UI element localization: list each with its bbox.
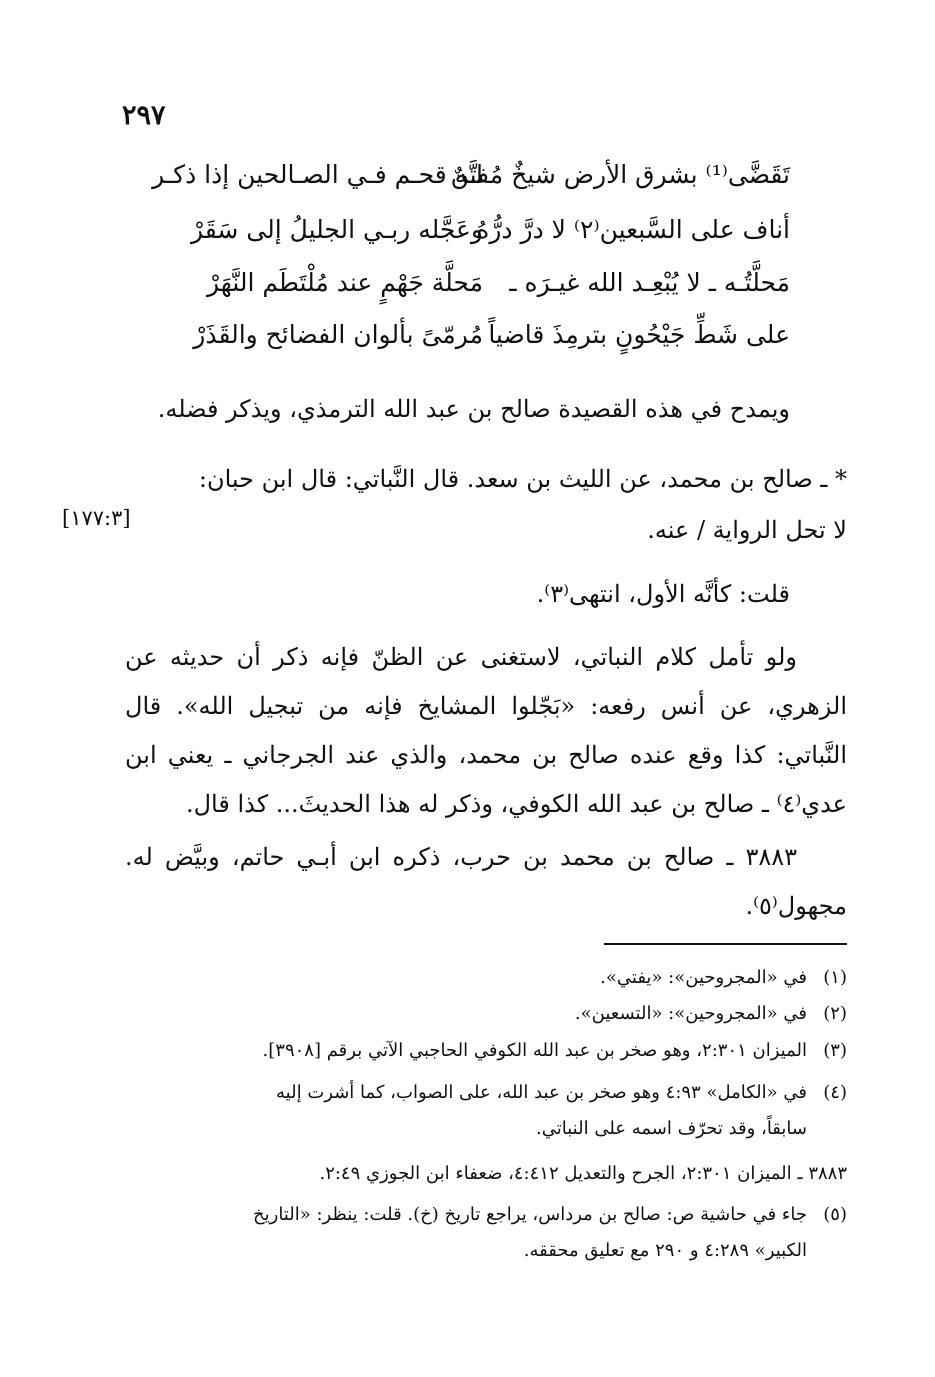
verse-3-left: مَحلَّة جَهْمٍ عند مُلْتَطَم النَّهَرْ: [207, 268, 483, 297]
verse-3-right: مَحلَّتُـه ـ لا يُبْعِـد الله غيـرَه ـ: [509, 268, 790, 297]
footnote-divider: [604, 943, 847, 945]
footnote-text: الميزان ٢:٣٠١، وهو صخر بن عبد الله الكوفي الحاجبي الآتي برقم [٣٩٠٨].: [262, 1040, 807, 1061]
verse-1-right: تَقَضَّى⁽¹⁾ بشرق الأرض شيخٌ مُفتَّنٌ: [450, 160, 790, 189]
footnote-number: (١): [823, 967, 847, 988]
footnote-text: في «الكامل» ٤:٩٣ وهو صخر بن عبد الله، على الصواب، كما أشرت إليه: [276, 1082, 807, 1103]
footnote-3883: [117, 1156, 847, 1192]
footnote-3: [117, 1033, 847, 1069]
footnote-number: (٥): [823, 1204, 847, 1225]
qult-paragraph: قلت: كأنَّه الأول، انتهى⁽٣⁾.: [536, 580, 790, 608]
footnote-continuation: الكبير» ٤:٢٨٩ و ٢٩٠ مع تعليق محققه.: [523, 1240, 807, 1261]
entry-star-line-2: لا تحل الرواية / عنه.: [647, 516, 847, 544]
page-number: ٢٩٧: [122, 100, 166, 131]
praise-paragraph: ويمدح في هذه القصيدة صالح بن عبد الله الترمذي، ويذكر فضله.: [157, 395, 790, 423]
footnote-text: في «المجروحين»: «التسعين».: [574, 1003, 807, 1024]
footnote-1: [117, 960, 847, 996]
footnote-number: (٣): [823, 1040, 847, 1061]
verse-1-left: لـه قحـم فـي الصـالحين إذا ذكـر: [152, 160, 483, 189]
volume-page-reference: [١٧٧:٣]: [62, 506, 131, 530]
footnote-continuation: سابقاً، وقد تحرّف اسمه على النباتي.: [536, 1118, 807, 1139]
footnote-text: في «المجروحين»: «يفتي».: [600, 967, 807, 988]
footnote-text: جاء في حاشية ص: صالح بن مرداس، يراجع تاريخ (خ). قلت: ينظر: «التاريخ: [253, 1204, 807, 1225]
footnote-2: [117, 996, 847, 1032]
entry-star-line-1: * ـ صالح بن محمد، عن الليث بن سعد. قال النَّباتي: قال ابن حبان:: [198, 465, 847, 493]
footnote-number: (٤): [823, 1082, 847, 1103]
long-paragraph: ولو تأمل كلام النباتي، لاستغنى عن الظنّ فإنه ذكر أن حديثه عن الزهري، عن أنس رفعه: «بَجّلوا المشايخ فإنه من تبجيل الله». قال النَّباتي: كذا وقع عنده صالح بن محمد، والذي عند الجرجاني ـ يعني ابن عدي⁽٤⁾ ـ صالح بن عبد الله الكوفي، وذكر له هذا الحديثَ... كذا قال.: [125, 643, 847, 818]
verse-2-left: وعَجَّله ربـي الجليلُ إلى سَقَرْ: [190, 215, 483, 244]
entry-3883: ٣٨٨٣ ـ صالح بن محمد بن حرب، ذكره ابن أبـي حاتم، وبيَّض له. مجهول⁽٥⁾.: [125, 843, 847, 920]
footnote-number: (٢): [823, 1003, 847, 1024]
footnote-text: ٣٨٨٣ ـ الميزان ٢:٣٠١، الجرح والتعديل ٤:٤١٢، ضعفاء ابن الجوزي ٢:٤٩.: [319, 1163, 847, 1184]
verse-4-left: مُرمّىً بألوان الفضائح والقَذَرْ: [193, 320, 483, 349]
footnote-5: [117, 1197, 847, 1269]
verse-2-right: أناف على السَّبعين⁽٢⁾ لا درَّ درُّهُ: [476, 215, 790, 244]
footnote-4: [117, 1075, 847, 1147]
verse-4-right: على شَطِّ جَيْحُونٍ بترمِذَ قاضياً: [488, 320, 790, 349]
